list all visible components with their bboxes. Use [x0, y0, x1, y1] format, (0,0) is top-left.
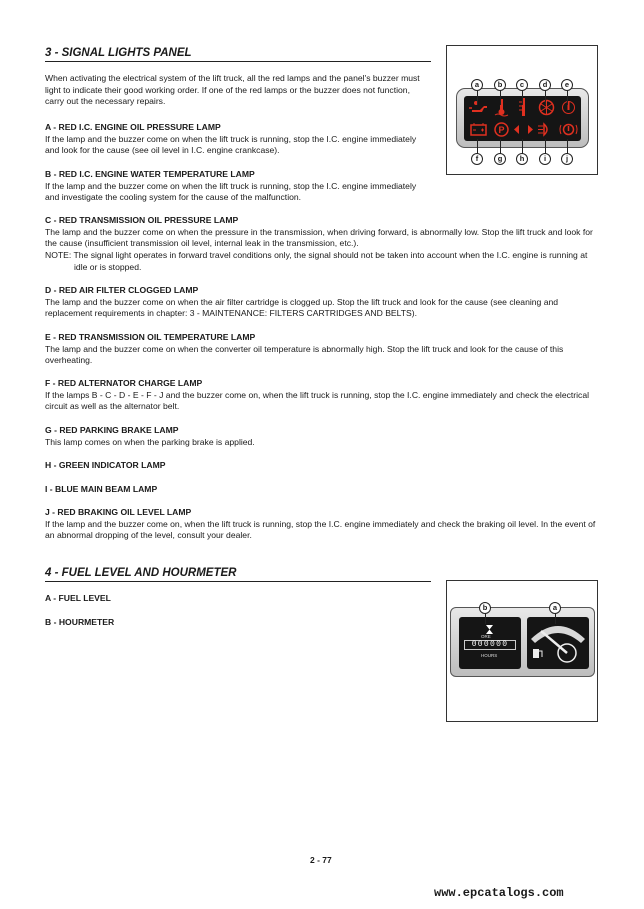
callout-i: i	[539, 153, 551, 165]
item-b-text: If the lamp and the buzzer come on when the lift truck is running, stop the I.C. engine immediately and investigate the cooling system for the cause of the malfunction.	[45, 180, 417, 203]
item-4b-heading: B - HOURMETER	[45, 617, 115, 627]
callout-a: a	[471, 79, 483, 91]
fuel-gauge-display	[527, 617, 589, 669]
item-g-text: This lamp comes on when the parking brake is applied.	[45, 436, 255, 447]
item-4a-heading: A - FUEL LEVEL	[45, 593, 111, 603]
transmission-pressure-icon	[511, 96, 536, 119]
item-g-heading: G - RED PARKING BRAKE LAMP	[45, 425, 179, 435]
item-c-heading: C - RED TRANSMISSION OIL PRESSURE LAMP	[45, 215, 239, 225]
transmission-temperature-icon	[556, 96, 581, 119]
item-h-heading: H - GREEN INDICATOR LAMP	[45, 460, 166, 470]
item-d	[45, 285, 601, 320]
item-f-text: If the lamps B - C - D - E - F - J and the buzzer come on, when the lift truck is running, stop the I.C. engine immediately and check the electrical circuit as well as the alternator belt.	[45, 389, 590, 412]
item-b	[45, 169, 431, 204]
fuel-hourmeter-figure	[446, 580, 598, 722]
turn-indicator-icon	[511, 118, 536, 141]
item-j-heading: J - RED BRAKING OIL LEVEL LAMP	[45, 507, 192, 517]
item-b-heading: B - RED I.C. ENGINE WATER TEMPERATURE LAMP	[45, 169, 255, 179]
callout-f: f	[471, 153, 483, 165]
section-4-title: 4 - FUEL LEVEL AND HOURMETER	[45, 567, 431, 582]
callout-h: h	[516, 153, 528, 165]
hourglass-icon	[485, 622, 494, 633]
fuel-pump-icon	[533, 649, 539, 658]
oil-pressure-icon	[466, 96, 491, 119]
item-c	[45, 215, 601, 274]
item-e-text: The lamp and the buzzer come on when the converter oil temperature is abnormally high. Stop the lift truck and look for the cause of this overheating.	[45, 343, 564, 366]
item-f-heading: F - RED ALTERNATOR CHARGE LAMP	[45, 378, 203, 388]
callout-b: b	[494, 79, 506, 91]
item-j	[45, 507, 601, 542]
fuel-gauge-dial	[527, 617, 589, 669]
callout-c: c	[516, 79, 528, 91]
item-c-note: NOTE: The signal light operates in forward travel conditions only, the signal should not be taken into account when the I.C. engine is running at idle or is stopped.	[45, 250, 588, 272]
section-3-title: 3 - SIGNAL LIGHTS PANEL	[45, 47, 431, 62]
item-i-heading: I - BLUE MAIN BEAM LAMP	[45, 484, 158, 494]
item-e	[45, 332, 601, 367]
watermark-url: www.epcatalogs.com	[434, 886, 564, 900]
item-d-text: The lamp and the buzzer come on when the air filter cartridge is clogged up. Stop the lift truck and look for the cause (see cleaning and replacement requirements in chapter: 3 - MAINTENANCE: FILTERS CARTRIDGES AND BELTS).	[45, 296, 559, 319]
section-3-intro: When activating the electrical system of the lift truck, all the red lamps and the panel's buzzer must light to indicate their good working order. If one of the red lamps or the buzzer does not function, carry out the necessary repairs.	[45, 73, 420, 107]
hourmeter-unit-bottom: HOURS	[481, 653, 498, 658]
item-e-heading: E - RED TRANSMISSION OIL TEMPERATURE LAMP	[45, 332, 256, 342]
item-a	[45, 122, 431, 157]
item-a-heading: A - RED I.C. ENGINE OIL PRESSURE LAMP	[45, 122, 221, 132]
callout-d: d	[539, 79, 551, 91]
item-4b	[45, 617, 431, 629]
svg-text:P: P	[498, 125, 505, 135]
battery-charge-icon	[466, 118, 491, 141]
instrument-bezel	[450, 607, 595, 677]
page-number: 2 - 77	[310, 855, 332, 865]
callout-b: b	[479, 602, 491, 614]
callout-g: g	[494, 153, 506, 165]
callout-e: e	[561, 79, 573, 91]
signal-lights-panel-figure	[446, 45, 598, 175]
callout-a: a	[549, 602, 561, 614]
item-a-text: If the lamp and the buzzer come on when the lift truck is running, stop the I.C. engine immediately and look for the cause (see oil level in I.C. engine crankcase).	[45, 133, 417, 156]
item-4a	[45, 593, 431, 605]
item-g	[45, 425, 601, 448]
item-i	[45, 484, 601, 496]
callout-j: j	[561, 153, 573, 165]
item-c-text: The lamp and the buzzer come on when the pressure in the transmission, when driving forward, is abnormally low. Stop the lift truck and look for the cause (insufficient transmission oil level, internal leak in the transmission, etc.).	[45, 226, 593, 249]
item-f	[45, 378, 601, 413]
hourmeter-display	[459, 617, 521, 669]
hourmeter-counter: 000000	[464, 640, 516, 650]
hourmeter-unit-top: ORE	[481, 634, 491, 639]
brake-fluid-icon	[556, 118, 581, 141]
item-h	[45, 460, 601, 472]
item-d-heading: D - RED AIR FILTER CLOGGED LAMP	[45, 285, 199, 295]
item-j-text: If the lamp and the buzzer come on, when the lift truck is running, stop the I.C. engine immediately and check the braking oil level. In the event of an abnormal dropping of the level, consult your dealer.	[45, 518, 596, 541]
